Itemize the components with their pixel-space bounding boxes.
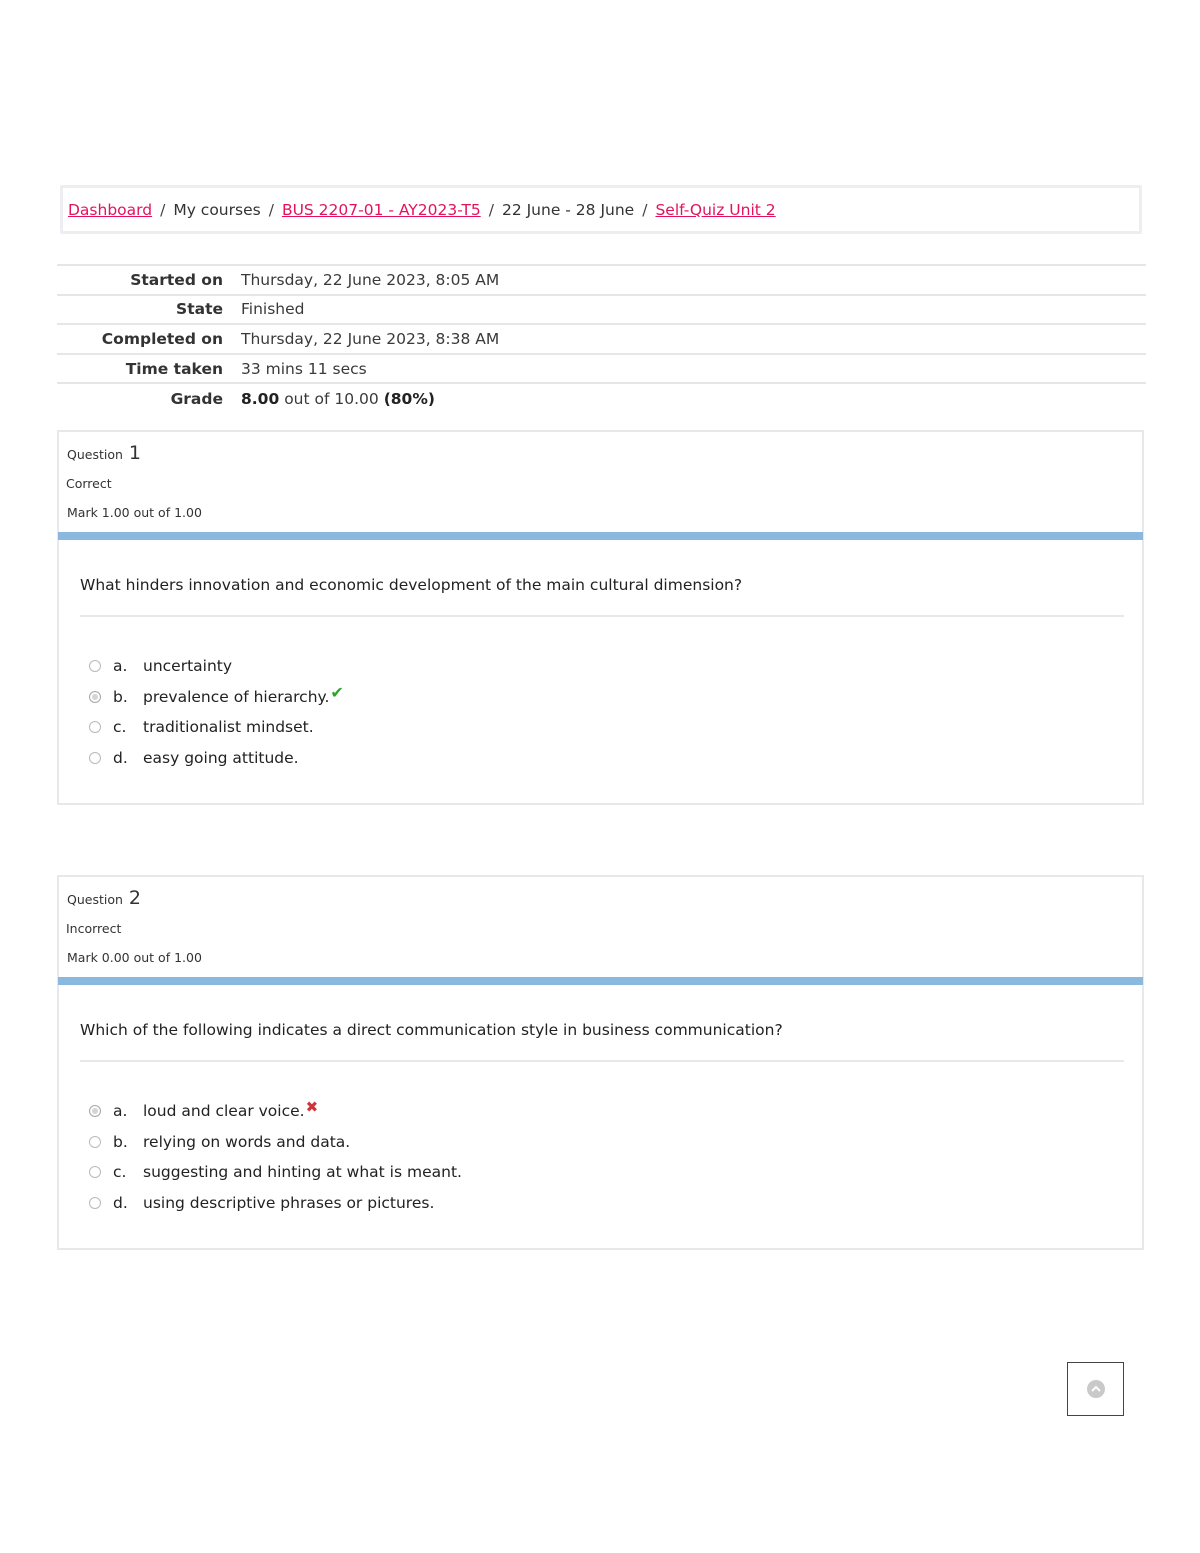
- answer-option-d[interactable]: [89, 743, 344, 774]
- radio-button[interactable]: [89, 1197, 101, 1209]
- breadcrumb: [60, 185, 1142, 234]
- answer-text: prevalence of hierarchy.: [143, 687, 330, 706]
- state-value: Finished: [241, 295, 1146, 325]
- radio-button[interactable]: [89, 660, 101, 672]
- summary-row-completed: [57, 324, 1146, 354]
- chevron-up-icon: [1087, 1380, 1105, 1398]
- answer-text: traditionalist mindset.: [143, 718, 314, 737]
- answer-letter: d.: [113, 1194, 128, 1213]
- breadcrumb-separator: /: [642, 200, 648, 219]
- grade-out-of: out of 10.00: [284, 389, 379, 408]
- cross-icon: ✖: [305, 1098, 319, 1117]
- question-state: Incorrect: [66, 921, 122, 936]
- answer-option-b[interactable]: [89, 1127, 462, 1158]
- question-number: [67, 442, 141, 464]
- question-label: Question: [67, 447, 123, 462]
- check-icon: ✔: [330, 683, 344, 703]
- time-taken-label: Time taken: [57, 354, 241, 384]
- radio-button[interactable]: [89, 1166, 101, 1178]
- answer-text: easy going attitude.: [143, 749, 299, 768]
- started-on-label: Started on: [57, 265, 241, 295]
- completed-on-label: Completed on: [57, 324, 241, 354]
- attempt-summary-table: [57, 264, 1146, 413]
- time-taken-value: 33 mins 11 secs: [241, 354, 1146, 384]
- summary-row-time: [57, 354, 1146, 384]
- question-divider: [80, 1060, 1124, 1062]
- answer-option-c[interactable]: [89, 1157, 462, 1188]
- answer-letter: b.: [113, 687, 128, 706]
- question-divider: [80, 615, 1124, 617]
- answer-letter: d.: [113, 749, 128, 768]
- question-2: [57, 875, 1144, 1250]
- answer-option-a[interactable]: [89, 651, 344, 682]
- question-info: [59, 432, 1142, 532]
- answer-letter: a.: [113, 1102, 128, 1121]
- question-info: [59, 877, 1142, 977]
- radio-button[interactable]: [89, 721, 101, 733]
- question-divider-bar: [58, 977, 1143, 985]
- question-text: What hinders innovation and economic development of the main cultural dimension?: [80, 576, 743, 594]
- answer-text: uncertainty: [143, 657, 233, 676]
- breadcrumb-separator: /: [488, 200, 494, 219]
- summary-row-state: [57, 295, 1146, 325]
- breadcrumb-separator: /: [160, 200, 166, 219]
- radio-button[interactable]: [89, 752, 101, 764]
- grade-label: Grade: [57, 383, 241, 413]
- answer-option-a[interactable]: [89, 1096, 462, 1127]
- answer-option-b[interactable]: [89, 682, 344, 713]
- answer-letter: c.: [113, 718, 127, 737]
- summary-row-started: [57, 265, 1146, 295]
- answer-option-d[interactable]: [89, 1188, 462, 1219]
- answer-list: [89, 651, 344, 773]
- started-on-value: Thursday, 22 June 2023, 8:05 AM: [241, 265, 1146, 295]
- question-divider-bar: [58, 532, 1143, 540]
- answer-letter: a.: [113, 657, 128, 676]
- question-label: Question: [67, 892, 123, 907]
- question-text: Which of the following indicates a direct communication style in business communication?: [80, 1021, 783, 1039]
- question-number-value: 1: [128, 442, 141, 464]
- breadcrumb-quiz-link[interactable]: Self-Quiz Unit 2: [655, 200, 776, 219]
- answer-text: loud and clear voice.: [143, 1102, 305, 1121]
- radio-button-selected[interactable]: [89, 691, 101, 703]
- breadcrumb-course-link[interactable]: BUS 2207-01 - AY2023-T5: [281, 200, 481, 219]
- radio-button-selected[interactable]: [89, 1105, 101, 1117]
- question-mark: Mark 0.00 out of 1.00: [67, 950, 202, 965]
- completed-on-value: Thursday, 22 June 2023, 8:38 AM: [241, 324, 1146, 354]
- question-state: Correct: [66, 476, 112, 491]
- grade-value-cell: [241, 383, 1146, 413]
- question-1: [57, 430, 1144, 805]
- question-mark: Mark 1.00 out of 1.00: [67, 505, 202, 520]
- grade-score: 8.00: [241, 389, 280, 408]
- back-to-top-button[interactable]: [1067, 1362, 1124, 1416]
- question-number-value: 2: [128, 887, 141, 909]
- breadcrumb-my-courses: My courses: [173, 200, 261, 219]
- summary-row-grade: [57, 383, 1146, 413]
- answer-text: using descriptive phrases or pictures.: [143, 1194, 435, 1213]
- answer-text: suggesting and hinting at what is meant.: [143, 1163, 462, 1182]
- answer-letter: b.: [113, 1132, 128, 1151]
- state-label: State: [57, 295, 241, 325]
- breadcrumb-separator: /: [268, 200, 274, 219]
- breadcrumb-dashboard-link[interactable]: Dashboard: [68, 200, 153, 219]
- radio-button[interactable]: [89, 1136, 101, 1148]
- answer-list: [89, 1096, 462, 1218]
- answer-option-c[interactable]: [89, 712, 344, 743]
- answer-text: relying on words and data.: [143, 1132, 351, 1151]
- grade-percent: (80%): [383, 389, 435, 408]
- breadcrumb-week: 22 June - 28 June: [501, 200, 635, 219]
- question-number: [67, 887, 141, 909]
- answer-letter: c.: [113, 1163, 127, 1182]
